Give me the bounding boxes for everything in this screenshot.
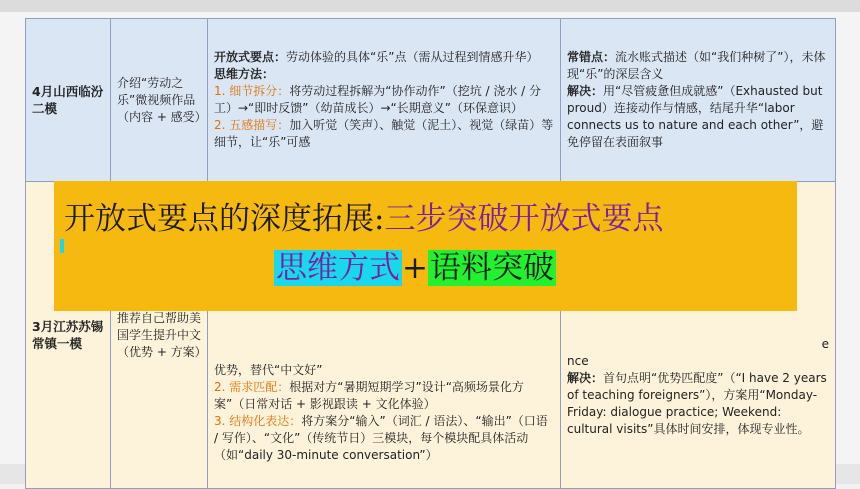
overlay-subtitle: 思维方式+语料突破 — [276, 250, 554, 286]
method-step: 3. 结构化表达：将方案分“输入”（词汇 / 语法）、“输出”（口语 / 写作）、“文化”（传统节日）三模块，每个模块配具体活动（如“daily 30-minute conversation”） — [214, 414, 548, 462]
notes-cell — [561, 19, 836, 182]
notes-partial: nce — [567, 354, 589, 368]
solution: 解决：用“尽管疲惫但成就感”（Exhausted but proud）连接动作与情感，结尾升华“labor connects us to nature and each other”，避免停留在表面叙事 — [567, 84, 824, 149]
method-heading: 思维方法： — [214, 67, 275, 81]
cursor-marker — [60, 239, 64, 253]
top-band — [0, 0, 860, 12]
table-row — [26, 19, 836, 182]
overlay-title: 开放式要点的深度拓展:三步突破开放式要点 — [64, 201, 664, 237]
solution: 解决：首句点明“优势匹配度”（“I have 2 years of teaching foreigners”），方案用“Monday-Friday: dialogue practice; Weekend: cultural visits”具体时间安排，体现专业性。 — [567, 371, 827, 436]
common-error: 常错点：流水账式描述（如“我们种树了”），未体现“乐”的深层含义 — [567, 50, 826, 81]
method-partial: 优势，替代“中文好” — [214, 363, 323, 377]
exam-source-cell: 3月江苏苏锡常镇一模 — [26, 182, 111, 489]
task-cell: 介绍“劳动之乐”微视频作品（内容 + 感受） — [111, 19, 208, 182]
task-cell: 推荐自己帮助美国学生提升中文（优势 + 方案） — [111, 182, 208, 489]
open-point: 开放式要点：劳动体验的具体“乐”点（需从过程到情感升华） — [214, 50, 539, 64]
method-step: 2. 需求匹配：根据对方“暑期短期学习”设计“高频场景化方案”（日常对话 + 影视跟读 + 文化体验） — [214, 380, 524, 411]
exam-source-cell: 4月山西临汾二模 — [26, 19, 111, 182]
overlay-banner — [54, 181, 797, 311]
method-step: 2. 五感描写：加入听觉（笑声）、触觉（泥土）、视觉（绿苗）等细节，让“乐”可感 — [214, 118, 554, 149]
method-step: 1. 细节拆分：将劳动过程拆解为“协作动作”（挖坑 / 浇水 / 分工）→“即时反馈”（幼苗成长）→“长期意义”（环保意识） — [214, 84, 542, 115]
notes-partial: e — [821, 337, 829, 351]
method-cell — [208, 19, 561, 182]
